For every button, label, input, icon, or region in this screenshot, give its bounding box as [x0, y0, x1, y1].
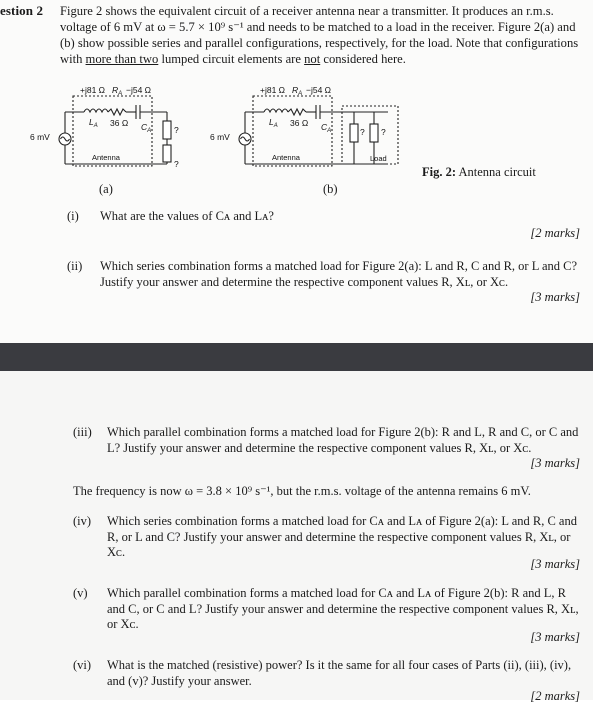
question-number: (iv) [73, 514, 92, 528]
question-text: Which parallel combination forms a matched load for Cᴀ and Lᴀ of Figure 2(b): R and L, R and C, or C and L? Justify your answer and determine the respective component values R, Xʟ, or Xᴄ. [107, 586, 579, 631]
label-b-q1: ? [360, 127, 365, 137]
question-marks: [2 marks] [530, 689, 580, 703]
label-b-rval: 36 Ω [290, 118, 309, 128]
label-a-rval: 36 Ω [110, 118, 129, 128]
inductor-a [84, 109, 108, 112]
resistor-a [108, 109, 126, 115]
question-marks: [2 marks] [530, 226, 580, 240]
intro-text-3: considered here. [320, 52, 406, 66]
label-a-source: 6 mV [30, 132, 50, 142]
load-element-b2 [370, 124, 378, 142]
question-intro [60, 3, 588, 67]
intro-text-2: lumped circuit elements are [158, 52, 305, 66]
label-a-ca: $C_A$ [141, 122, 152, 134]
resistor-b [288, 109, 306, 115]
subfigure-b-label: (b) [323, 182, 338, 196]
label-b-xl: +j81 Ω [260, 85, 286, 95]
label-b-ca: $C_A$ [321, 122, 332, 134]
load-element-b1 [350, 124, 358, 142]
question-text: Which series combination forms a matched load for Cᴀ and Lᴀ of Figure 2(a): L and R, C and R, or L and C? Justify your answer and determine the respective component values R, Xʟ, or Xᴄ. [107, 514, 577, 559]
inductor-b [264, 109, 288, 112]
label-a-ra: $R_A$ [112, 85, 123, 97]
figure-caption [422, 165, 536, 180]
question-number: (i) [67, 209, 79, 223]
label-b-ra: $R_A$ [292, 85, 303, 97]
load-element-a1 [163, 121, 171, 139]
question-label: estion 2 [0, 3, 44, 18]
antenna-circuit-figure [0, 80, 420, 180]
load-element-a2 [163, 145, 171, 162]
question-number: (v) [73, 586, 88, 600]
scroll-gap-band [0, 343, 593, 371]
figure-caption-label: Fig. 2: [422, 165, 457, 179]
frequency-note: The frequency is now ω = 3.8 × 10⁹ s⁻¹, but the r.m.s. voltage of the antenna remains 6 mV. [73, 484, 531, 498]
figure-caption-text: Antenna circuit [456, 165, 536, 179]
question-number: (iii) [73, 425, 92, 439]
intro-underline-2: not [304, 52, 321, 66]
question-marks: [3 marks] [530, 630, 580, 644]
question-text: Which parallel combination forms a matched load for Figure 2(b): R and L, R and C, or C and L? Justify your answer and determine the respective component values R, Xʟ, or Xᴄ. [107, 425, 579, 455]
question-marks: [3 marks] [530, 290, 580, 304]
label-a-xc: −j54 Ω [126, 85, 152, 95]
label-b-source: 6 mV [210, 132, 230, 142]
label-b-xc: −j54 Ω [306, 85, 332, 95]
question-number: (ii) [67, 259, 83, 273]
label-b-antenna: Antenna [272, 153, 300, 162]
label-a-la: $L_A$ [89, 117, 98, 129]
label-a-xl: +j81 Ω [80, 85, 106, 95]
question-text: Which series combination forms a matched load for Figure 2(a): L and R, C and R, or L and C? Justify your answer and determine the respective component values R, Xʟ, or Xᴄ. [100, 259, 578, 289]
intro-text-1: Figure 2 shows the equivalent circuit of a receiver antenna near a transmitter. It produces an r.m.s. voltage of 6 mV at ω = 5.7 × 10⁹ s⁻¹ and needs to be matched to a load in the receiver. Figure 2(a) and (b) show possible series and parallel configurations, respectively, for the load. Note that configurations with [60, 4, 579, 66]
question-marks: [3 marks] [530, 557, 580, 571]
label-b-load: Load [370, 154, 387, 163]
label-b-la: $L_A$ [269, 117, 278, 129]
label-b-q2: ? [381, 127, 386, 137]
question-marks: [3 marks] [530, 456, 580, 470]
question-number: (vi) [73, 658, 92, 672]
intro-underline-1: more than two [85, 52, 159, 66]
label-a-q2: ? [174, 159, 179, 169]
question-text: What are the values of Cᴀ and Lᴀ? [100, 209, 274, 223]
question-text: What is the matched (resistive) power? Is it the same for all four cases of Parts (ii), (iii), (iv), and (v)? Justify your answer. [107, 658, 572, 688]
label-a-antenna: Antenna [92, 153, 120, 162]
label-a-q1: ? [174, 125, 179, 135]
subfigure-a-label: (a) [99, 182, 113, 196]
